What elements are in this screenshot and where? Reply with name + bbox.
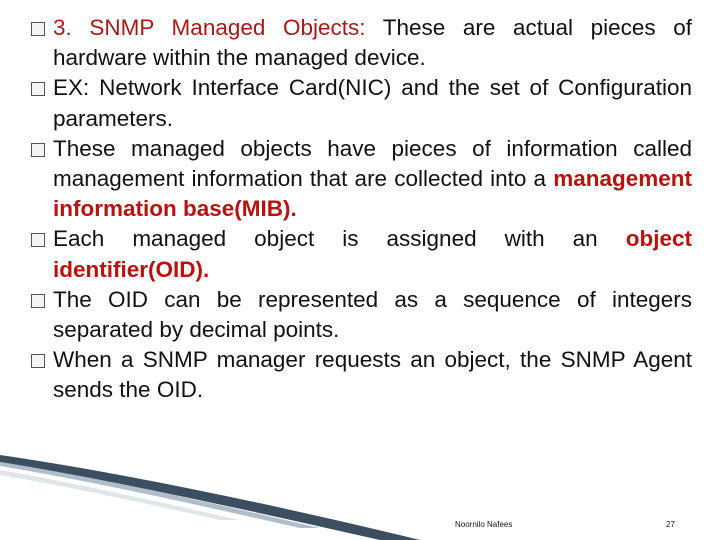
bullet-text: Each managed object is assigned with an <box>53 226 626 252</box>
bullet-list <box>31 13 692 406</box>
hollow-square-bullet-icon <box>31 22 45 36</box>
page-number: 27 <box>666 520 675 529</box>
bullet-item <box>31 13 692 73</box>
bullet-text: These managed objects have pieces of information called management information that are collected into a <box>53 135 692 192</box>
hollow-square-bullet-icon <box>31 354 45 368</box>
hollow-square-bullet-icon <box>31 82 45 96</box>
highlighted-text: object identifier(OID). <box>53 226 692 282</box>
hollow-square-bullet-icon <box>31 143 45 157</box>
bullet-item <box>31 285 692 345</box>
highlighted-text: management information base(MIB). <box>53 166 692 222</box>
bullet-item <box>31 134 692 225</box>
highlighted-text: 3. SNMP Managed Objects: <box>53 15 366 40</box>
bullet-text: The OID can be represented as a sequence of integers separated by decimal points. <box>53 286 692 343</box>
bullet-item <box>31 73 692 133</box>
hollow-square-bullet-icon <box>31 294 45 308</box>
bullet-text: These are actual pieces of hardware within the managed device. <box>53 15 692 71</box>
bullet-text: EX: Network Interface Card(NIC) and the set of Configuration parameters. <box>53 75 692 131</box>
footer-author: Noornilo Nafees <box>455 520 513 529</box>
bullet-item <box>31 345 692 405</box>
hollow-square-bullet-icon <box>31 233 45 247</box>
bullet-item <box>31 224 692 284</box>
bullet-text: When a SNMP manager requests an object, the SNMP Agent sends the OID. <box>53 347 692 403</box>
